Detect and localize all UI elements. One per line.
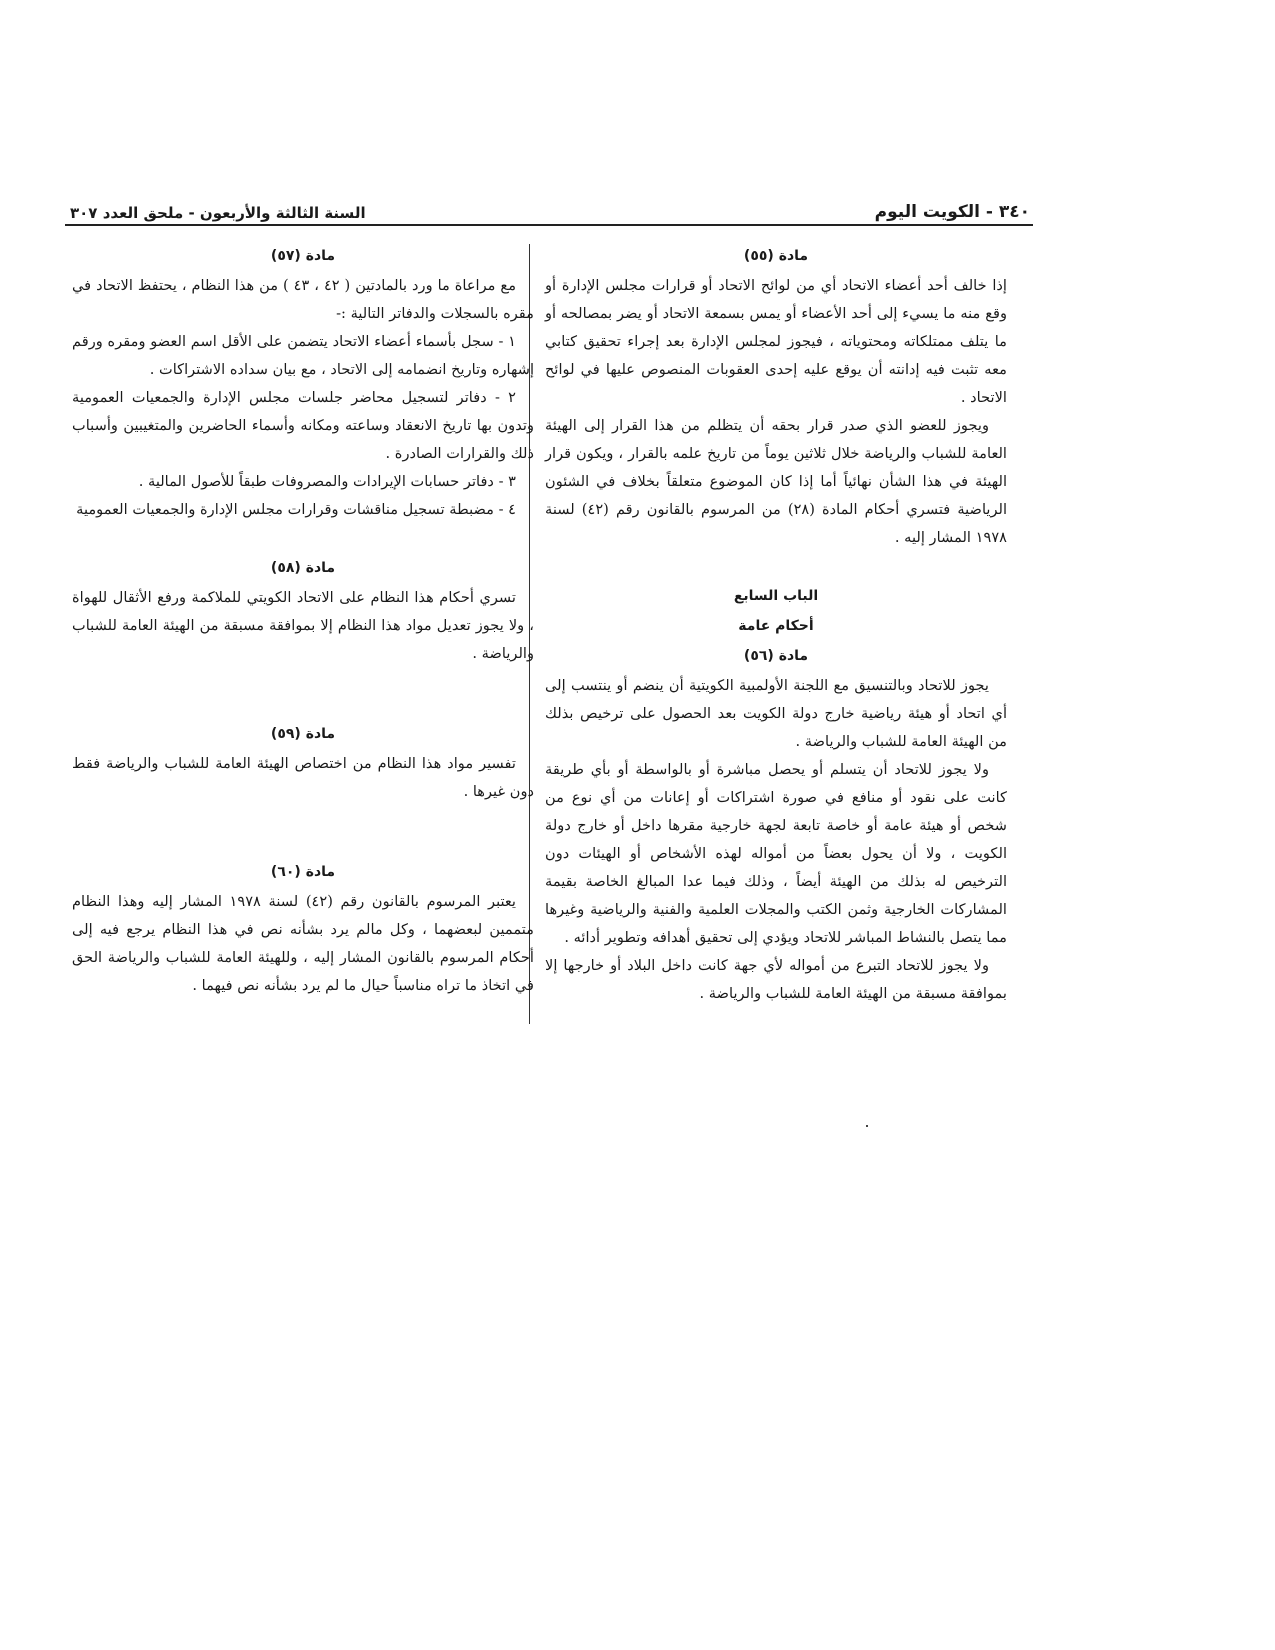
article-57-item-3: ٣ - دفاتر حسابات الإيرادات والمصروفات طبقاً للأصول المالية . (138, 473, 516, 490)
article-56-title: مادة (٥٦) (743, 648, 809, 664)
left-column (72, 242, 534, 1000)
article-57-title: مادة (٥٧) (270, 248, 336, 264)
right-column (545, 242, 1007, 1008)
article-57-item-2: ٢ - دفاتر لتسجيل محاضر جلسات مجلس الإدارة والجمعيات العمومية وتدون بها تاريخ الانعقاد وساعته ومكانه وأسماء الحاضرين والمتغيبين وأسباب ذلك والقرارات الصادرة . (72, 389, 534, 462)
page-header (70, 192, 1030, 222)
article-57-intro: مع مراعاة ما ورد بالمادتين ( ٤٢ ، ٤٣ ) من هذا النظام ، يحتفظ الاتحاد في مقره بالسجلات والدفاتر التالية :- (72, 277, 534, 322)
header-rule (65, 224, 1033, 226)
article-60-title: مادة (٦٠) (270, 864, 336, 880)
chapter-title: الباب السابع (733, 588, 819, 604)
article-56-paragraph-2: ولا يجوز للاتحاد أن يتسلم أو يحصل مباشرة أو بالواسطة أو بأي طريقة كانت على نقود أو منافع في صورة اشتراكات أو إعانات من أي نوع من شخص أو هيئة عامة أو خاصة تابعة لجهة خارجية مقرها داخل أو خارج دولة الكويت ، ولا أن يحول بعضاً من أمواله لهذه الأشخاص أو الهيئات دون الترخيص له بذلك من الهيئة أيضاً ، وذلك فيما عدا المبالغ الخاصة بقيمة المشاركات الخارجية وثمن الكتب والمجلات العلمية والفنية والرياضية وغيرها مما يتصل بالنشاط المباشر للاتحاد ويؤدي إلى تحقيق أهدافه وتطوير أدائه . (545, 761, 1007, 946)
article-57-item-4: ٤ - مضبطة تسجيل مناقشات وقرارات مجلس الإدارة والجمعيات العمومية (76, 501, 516, 518)
header-issue-info: السنة الثالثة والأربعون - ملحق العدد ٣٠٧ (70, 204, 366, 222)
article-56-paragraph-1: يجوز للاتحاد وبالتنسيق مع اللجنة الأولمبية الكويتية أن ينضم أو ينتسب إلى أي اتحاد أو هيئة رياضية خارج دولة الكويت بعد الحصول على ترخيص بذلك من الهيئة العامة للشباب والرياضة . (545, 677, 1007, 750)
article-55-title: مادة (٥٥) (743, 248, 809, 264)
header-page-number-title: ٣٤٠ - الكويت اليوم (874, 202, 1030, 222)
article-55-paragraph-1: إذا خالف أحد أعضاء الاتحاد أي من لوائح الاتحاد أو قرارات مجلس الإدارة أو وقع منه ما يسيء إلى أحد الأعضاء أو يمس بسمعة الاتحاد أو يضر بمصالحه أو ما يتلف ممتلكاته ومحتوياته ، فيجوز لمجلس الإدارة بعد إجراء تحقيق كتابي معه تثبت فيه إدانته أن يوقع عليه إحدى العقوبات المنصوص عليها في لوائح الاتحاد . (545, 277, 1007, 406)
article-56-paragraph-3: ولا يجوز للاتحاد التبرع من أمواله لأي جهة كانت داخل البلاد أو خارجها إلا بموافقة مسبقة من الهيئة العامة للشباب والرياضة . (545, 957, 1007, 1002)
article-60-paragraph: يعتبر المرسوم بالقانون رقم (٤٢) لسنة ١٩٧٨ المشار إليه وهذا النظام متممين لبعضهما ، وكل مالم يرد بشأنه نص في هذا النظام يرجع فيه إلى أحكام المرسوم بالقانون المشار إليه ، وللهيئة العامة للشباب والرياضة الحق في اتخاذ ما تراه مناسباً حيال ما لم يرد بشأنه نص فيهما . (72, 893, 534, 994)
article-59-paragraph: تفسير مواد هذا النظام من اختصاص الهيئة العامة للشباب والرياضة فقط دون غيرها . (72, 755, 534, 800)
article-58-title: مادة (٥٨) (270, 560, 336, 576)
chapter-subtitle: أحكام عامة (738, 618, 814, 634)
scan-speck (866, 1125, 868, 1127)
article-57-item-1: ١ - سجل بأسماء أعضاء الاتحاد يتضمن على الأقل اسم العضو ومقره ورقم إشهاره وتاريخ انضمامه إلى الاتحاد ، مع بيان سداده الاشتراكات . (72, 333, 534, 378)
article-55-paragraph-2: ويجوز للعضو الذي صدر قرار بحقه أن يتظلم من هذا القرار إلى الهيئة العامة للشباب والرياضة خلال ثلاثين يوماً من تاريخ علمه بالقرار ، ويكون قرار الهيئة في هذا الشأن نهائياً أما إذا كان الموضوع متعلقاً بخلاف في الشئون الرياضية فتسري أحكام المادة (٢٨) من المرسوم بالقانون رقم (٤٢) لسنة ١٩٧٨ المشار إليه . (545, 417, 1008, 546)
article-58-paragraph: تسري أحكام هذا النظام على الاتحاد الكويتي للملاكمة ورفع الأثقال للهواة ، ولا يجوز تعديل مواد هذا النظام إلا بموافقة مسبقة من الهيئة العامة للشباب والرياضة . (72, 589, 534, 662)
article-59-title: مادة (٥٩) (270, 726, 336, 742)
